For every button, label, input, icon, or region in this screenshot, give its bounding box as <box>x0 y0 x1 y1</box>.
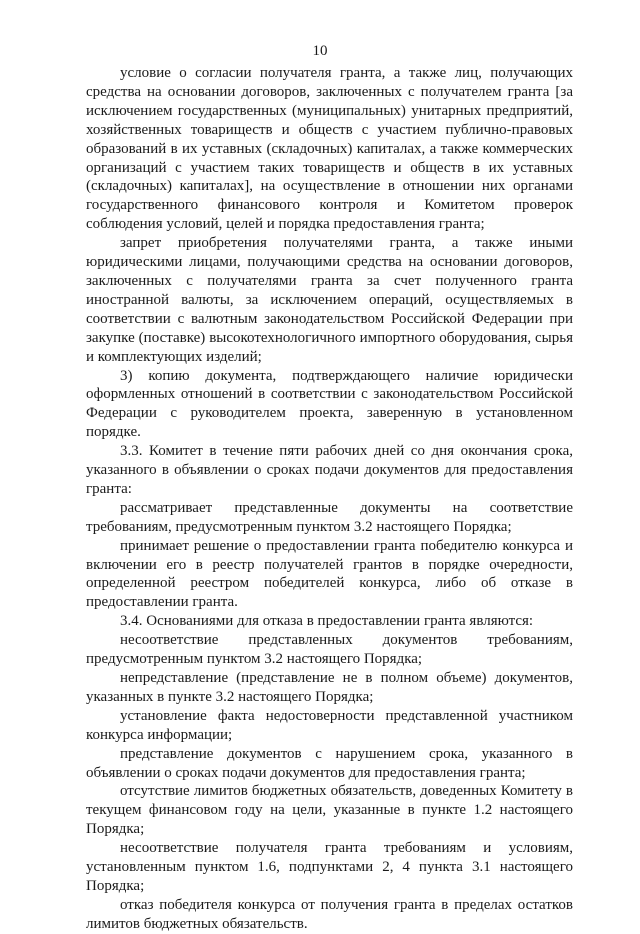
paragraph-refusal-false-info: установление факта недостоверности представленной участником конкурса информации; <box>86 707 573 743</box>
document-body <box>86 64 573 934</box>
paragraph-refusal-incomplete: непредставление (представление не в полном объеме) документов, указанных в пункте 3.2 настоящего Порядка; <box>86 670 573 705</box>
paragraph-section-3-3: 3.3. Комитет в течение пяти рабочих дней со дня окончания срока, указанного в объявлении о сроках подачи документов для предоставления гранта: <box>86 443 573 497</box>
page-number: 10 <box>312 43 328 59</box>
paragraph-document-copy: 3) копию документа, подтверждающего наличие юридически оформленных отношений в соответствии с законодательством Российской Федерации с руководителем проекта, заверенную в установленном порядке. <box>86 367 573 441</box>
paragraph-refusal-recipient-mismatch: несоответствие получателя гранта требованиям и условиям, установленным пунктом 1.6, подпунктами 2, 4 пункта 3.1 настоящего Порядка; <box>86 840 573 894</box>
paragraph-consent-condition: условие о согласии получателя гранта, а также лиц, получающих средства на основании договоров, заключенных с получателем гранта [за исключением государственных (муниципальных) унитарных предприятий, хозяйственных товариществ и обществ с участием публично-правовых образований в их уставных (складочных) капиталах, а также коммерческих организаций с участием таких товариществ и обществ в их уставных (складочных) капиталах], на осуществление в отношении них органами государственного финансового контроля и Комитетом проверок соблюдения условий, целей и порядка предоставления гранта; <box>86 65 573 233</box>
paragraph-makes-decision: принимает решение о предоставлении гранта победителю конкурса и включении его в реестр получателей грантов в порядке очередности, определенной реестром победителей конкурса, либо об отказе в предоставлении гранта. <box>86 537 573 611</box>
paragraph-refusal-late: представление документов с нарушением срока, указанного в объявлении о сроках подачи документов для предоставления гранта; <box>86 745 573 781</box>
paragraph-refusal-winner-declines: отказ победителя конкурса от получения гранта в пределах остатков лимитов бюджетных обязательств. <box>86 896 573 932</box>
paragraph-currency-ban: запрет приобретения получателями гранта, а также иными юридическими лицами, получающими средства на основании договоров, заключенных с получателями гранта за счет полученного гранта иностранной валюты, за исключением операций, осуществляемых в соответствии с валютным законодательством Российской Федерации при закупке (поставке) высокотехнологичного импортного оборудования, сырья и комплектующих изделий; <box>86 235 573 365</box>
paragraph-refusal-no-limits: отсутствие лимитов бюджетных обязательств, доведенных Комитету в текущем финансовом году на цели, указанные в пункте 1.2 настоящего Порядка; <box>86 783 573 838</box>
paragraph-refusal-noncompliance: несоответствие представленных документов требованиям, предусмотренным пунктом 3.2 настоящего Порядка; <box>86 632 573 668</box>
paragraph-reviews-documents: рассматривает представленные документы на соответствие требованиям, предусмотренным пунктом 3.2 настоящего Порядка; <box>86 499 573 535</box>
paragraph-section-3-4: 3.4. Основаниями для отказа в предоставлении гранта являются: <box>120 613 534 630</box>
